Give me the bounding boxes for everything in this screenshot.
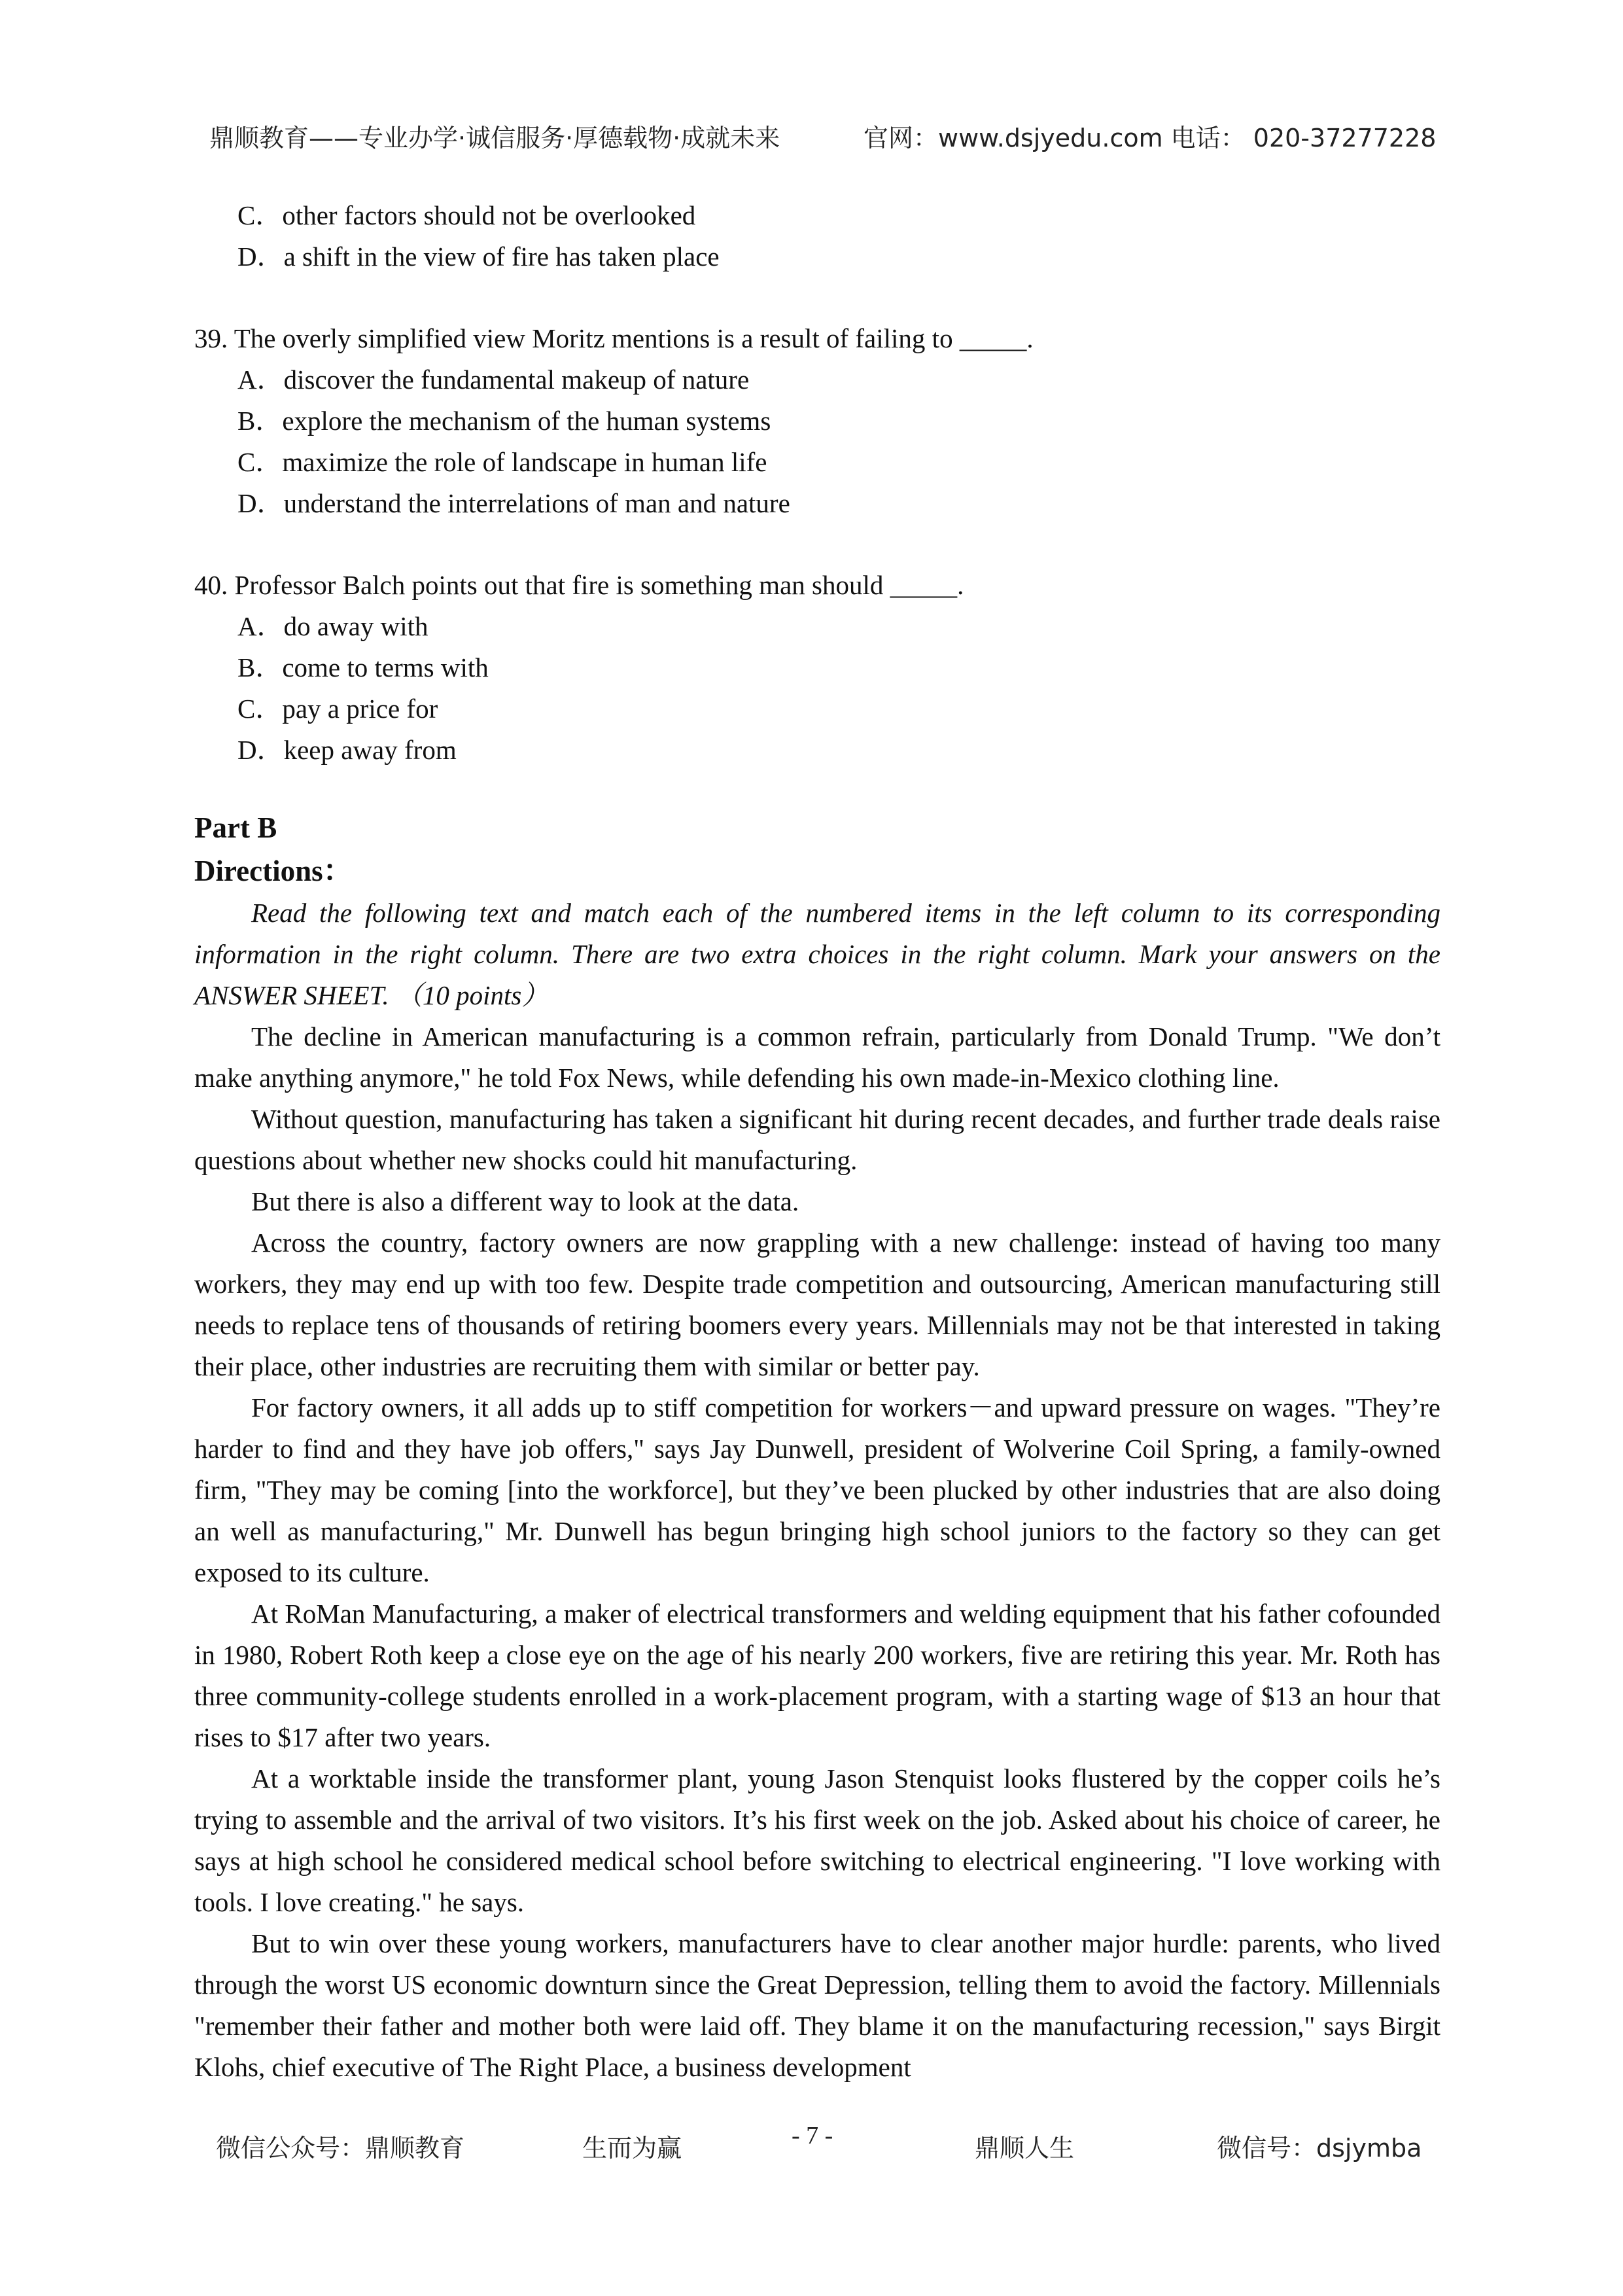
- page-number: - 7 -: [792, 2122, 833, 2149]
- footer-brand: 鼎顺人生: [975, 2134, 1075, 2163]
- q40-option-a: A．do away with: [237, 611, 428, 641]
- q39-option-d: D．understand the interrelations of man and nature: [237, 488, 790, 518]
- directions-label: Directions：: [194, 855, 353, 887]
- directions-text: Read the following text and match each of the numbered items in the left column to its corresponding information in the right column. There are two extra choices in the right column. Mark your answers on the ANSWER SHEET. （10 points）: [194, 898, 1440, 1010]
- q39-stem: 39. The overly simplified view Moritz mentions is a result of failing to _____.: [194, 323, 1034, 353]
- header-slogan: 鼎顺教育——专业办学·诚信服务·厚德载物·成就未来: [209, 124, 780, 152]
- q40-option-d: D．keep away from: [237, 735, 457, 765]
- passage-paragraph: At RoMan Manufacturing, a maker of electrical transformers and welding equipment that his father cofounded in 1980, Robert Roth keep a close eye on the age of his nearly 200 workers, five are retiring this year. Mr. Roth has three community-college students enrolled in a work-placement program, with a starting wage of $13 an hour that rises to $17 after two years.: [194, 1598, 1440, 1752]
- passage-paragraph: The decline in American manufacturing is a common refrain, particularly from Donald Trump. "We don’t make anything anymore," he told Fox News, while defending his own made-in-Mexico clothing line.: [194, 1021, 1440, 1093]
- passage-paragraph: But there is also a different way to look at the data.: [251, 1186, 799, 1216]
- q38-option-c: C．other factors should not be overlooked: [237, 200, 696, 230]
- q40-option-b: B．come to terms with: [237, 652, 489, 682]
- footer-wechat-public: 微信公众号：鼎顺教育: [216, 2134, 465, 2163]
- q38-option-d: D．a shift in the view of fire has taken place: [237, 241, 720, 272]
- header-contact: 官网：www.dsjyedu.com 电话： 020-37277228: [864, 124, 1437, 152]
- page-header: [209, 118, 1439, 157]
- q39-option-c: C．maximize the role of landscape in human life: [237, 447, 767, 477]
- passage-paragraph: But to win over these young workers, manufacturers have to clear another major hurdle: parents, who lived through the worst US economic downturn since the Great Depression, telling them to avoid the factory. Millennials "remember their father and mother both were laid off. They blame it on the manufacturing recession," says Birgit Klohs, chief executive of The Right Place, a business development: [194, 1928, 1440, 2082]
- passage-paragraph: For factory owners, it all adds up to stiff competition for workers－and upward pressure on wages. "They’re harder to find and they have job offers," says Jay Dunwell, president of Wolverine Coil Spring, a family-owned firm, "They may be coming [into the workforce], but they’ve been plucked by other industries that are also doing an well as manufacturing," Mr. Dunwell has begun bringing high school juniors to the factory so they can get exposed to its culture.: [194, 1392, 1440, 1587]
- page-footer: [216, 2122, 1426, 2167]
- footer-wechat-id: 微信号：dsjymba: [1217, 2134, 1422, 2163]
- question-39: [194, 318, 1440, 524]
- passage-paragraph: At a worktable inside the transformer plant, young Jason Stenquist looks flustered by the copper coils he’s trying to assemble and the arrival of two visitors. It’s his first week on the job. Asked about his choice of career, he says at high school he considered medical school before switching to electrical engineering. "I love working with tools. I love creating." he says.: [194, 1763, 1440, 1917]
- passage-paragraph: Across the country, factory owners are now grappling with a new challenge: instead of having too many workers, they may end up with too few. Despite trade competition and outsourcing, American manufacturing still needs to replace tens of thousands of retiring boomers every years. Millennials may not be that interested in taking their place, other industries are recruiting them with similar or better pay.: [194, 1227, 1440, 1381]
- passage-paragraph: Without question, manufacturing has taken a significant hit during recent decades, and further trade deals raise questions about whether new shocks could hit manufacturing.: [194, 1104, 1440, 1175]
- question-40: [194, 565, 1440, 771]
- q40-stem: 40. Professor Balch points out that fire is something man should _____.: [194, 570, 964, 600]
- part-b-heading: Part B: [194, 811, 277, 844]
- question-38-options: [194, 195, 1440, 277]
- q39-option-a: A．discover the fundamental makeup of nature: [237, 364, 750, 395]
- footer-motto: 生而为赢: [582, 2134, 682, 2163]
- q40-option-c: C．pay a price for: [237, 694, 438, 724]
- q39-option-b: B．explore the mechanism of the human systems: [237, 406, 771, 436]
- page-content: [194, 195, 1440, 2088]
